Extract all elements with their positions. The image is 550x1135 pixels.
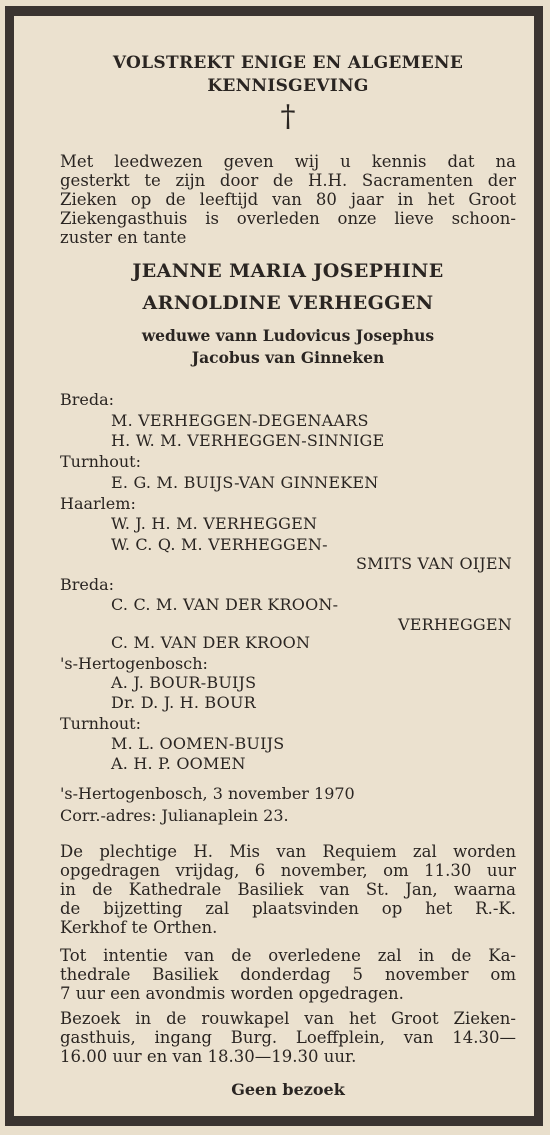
- intention-line: Tot intentie van de overledene zal in de Ka-: [60, 946, 516, 965]
- family-member: Dr. D. J. H. BOUR: [111, 693, 256, 712]
- family-place-breda: Breda:: [60, 390, 115, 409]
- family-member: C. C. M. VAN DER KROON-: [111, 595, 339, 614]
- widow-line-1: weduwe vann Ludovicus Josephus: [141, 326, 435, 345]
- cross-icon: †: [280, 99, 296, 134]
- family-member: E. G. M. BUIJS-VAN GINNEKEN: [111, 473, 379, 492]
- family-member: M. L. OOMEN-BUIJS: [111, 734, 285, 753]
- dateline: 's-Hertogenbosch, 3 november 1970: [60, 784, 355, 803]
- intention-line: 7 uur een avondmis worden opgedragen.: [60, 984, 404, 1003]
- visit-line: 16.00 uur en van 18.30—19.30 uur.: [60, 1047, 357, 1066]
- intro-line: Ziekengasthuis is overleden onze lieve schoon-: [60, 209, 516, 228]
- family-place-hertogenbosch: 's-Hertogenbosch:: [60, 654, 208, 673]
- deceased-name-line-1: JEANNE MARIA JOSEPHINE: [132, 260, 444, 282]
- family-place-turnhout: Turnhout:: [60, 452, 141, 471]
- intro-line: zuster en tante: [60, 228, 187, 247]
- notice-heading-line-2: KENNISGEVING: [207, 76, 369, 96]
- mass-line: opgedragen vrijdag, 6 november, om 11.30 uur: [60, 861, 516, 880]
- visit-paragraph: [60, 1009, 516, 1066]
- mass-line: Kerkhof te Orthen.: [60, 918, 218, 937]
- family-member-continued: SMITS VAN OIJEN: [355, 554, 512, 573]
- deceased-name-line-2: ARNOLDINE VERHEGGEN: [142, 292, 434, 314]
- intro-line: Met leedwezen geven wij u kennis dat na: [60, 152, 516, 171]
- mass-line: in de Kathedrale Basiliek van St. Jan, waarna: [60, 880, 516, 899]
- correspondence-address: Corr.-adres: Julianaplein 23.: [60, 806, 289, 825]
- family-member: A. J. BOUR-BUIJS: [111, 673, 257, 692]
- intention-line: thedrale Basiliek donderdag 5 november om: [60, 965, 516, 984]
- intro-line: Zieken op de leeftijd van 80 jaar in het Groot: [60, 190, 516, 209]
- intention-paragraph: [60, 946, 516, 1003]
- death-notice-card: [5, 6, 543, 1126]
- visit-line: gasthuis, ingang Burg. Loeffplein, van 14.30—: [60, 1028, 516, 1047]
- family-member-continued: VERHEGGEN: [398, 615, 512, 634]
- family-place-breda-2: Breda:: [60, 575, 115, 594]
- intro-paragraph: [60, 152, 516, 247]
- family-member: W. J. H. M. VERHEGGEN: [111, 514, 318, 533]
- family-member: C. M. VAN DER KROON: [111, 633, 311, 652]
- intro-line: gesterkt te zijn door de H.H. Sacramenten der: [60, 171, 516, 190]
- closing-line: Geen bezoek: [231, 1080, 345, 1099]
- notice-heading-line-1: VOLSTREKT ENIGE EN ALGEMENE: [112, 53, 464, 73]
- family-member: A. H. P. OOMEN: [111, 754, 246, 773]
- mass-paragraph: [60, 842, 516, 937]
- mass-line: De plechtige H. Mis van Requiem zal worden: [60, 842, 516, 861]
- visit-line: Bezoek in de rouwkapel van het Groot Zieken-: [60, 1009, 516, 1028]
- family-member: W. C. Q. M. VERHEGGEN-: [111, 535, 328, 554]
- family-place-haarlem: Haarlem:: [60, 494, 136, 513]
- mass-line: de bijzetting zal plaatsvinden op het R.-K.: [60, 899, 516, 918]
- family-member: M. VERHEGGEN-DEGENAARS: [111, 411, 369, 430]
- widow-line-2: Jacobus van Ginneken: [191, 348, 385, 367]
- family-member: H. W. M. VERHEGGEN-SINNIGE: [111, 431, 385, 450]
- family-place-turnhout-2: Turnhout:: [60, 714, 141, 733]
